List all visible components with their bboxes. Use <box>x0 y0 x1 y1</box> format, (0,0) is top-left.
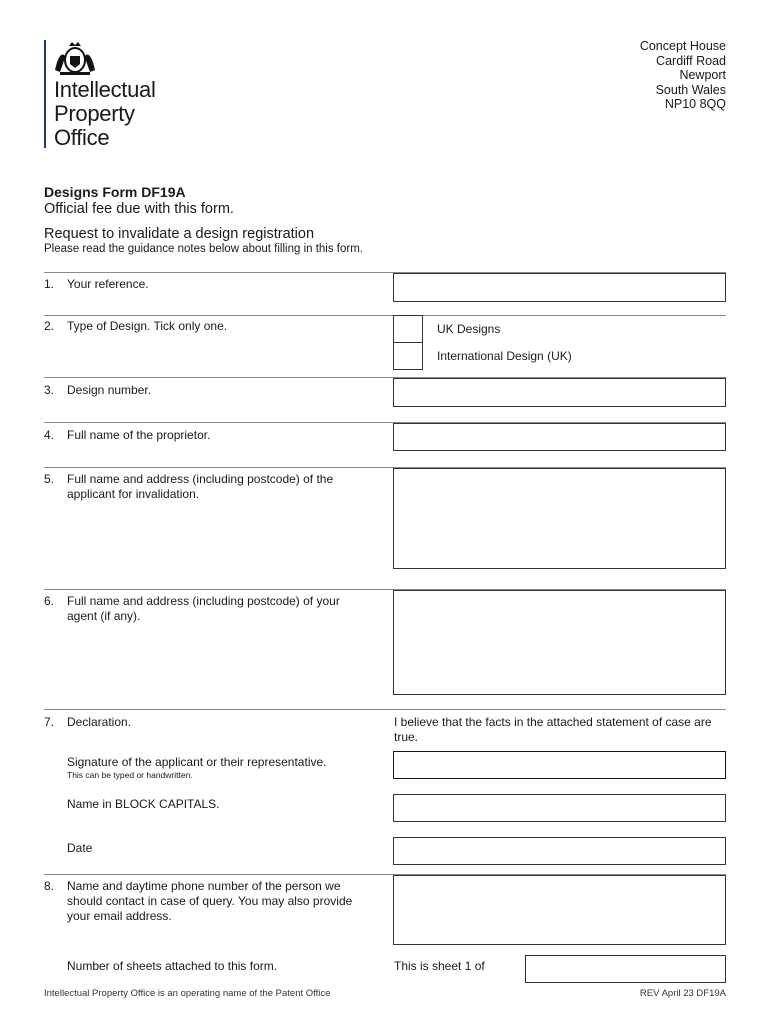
total-sheets-input[interactable] <box>525 955 726 983</box>
office-address <box>640 39 726 112</box>
question-number: 6. <box>44 594 55 608</box>
question-label: Design number. <box>67 383 152 397</box>
guidance-note: Please read the guidance notes below about filling in this form. <box>44 243 364 255</box>
signature-note: This can be typed or handwritten. <box>67 770 193 780</box>
address-line: Concept House <box>639 39 726 53</box>
signature-label <box>67 755 367 781</box>
question-label: Name and daytime phone number of the person we should contact in case of query. You may also provide your email address. <box>67 879 353 923</box>
agent-address-textarea[interactable] <box>393 590 726 695</box>
question-number: 7. <box>44 715 55 729</box>
logo-line: Office <box>54 125 110 150</box>
international-design-label: International Design (UK) <box>437 349 572 363</box>
logo-bar <box>44 40 46 148</box>
section-divider <box>44 315 726 316</box>
logo-line: Property <box>54 101 135 126</box>
address-line: South Wales <box>655 82 726 97</box>
section-divider <box>44 709 726 710</box>
question-label: Full name of the proprietor. <box>67 428 211 442</box>
sheet-of-label: This is sheet 1 of <box>394 959 485 973</box>
applicant-address-textarea[interactable] <box>393 468 726 569</box>
question-number: 5. <box>44 472 55 486</box>
question-number: 2. <box>44 319 55 333</box>
footer-revision: REV April 23 DF19A <box>639 988 726 999</box>
form-title: Designs Form DF19A <box>44 184 186 200</box>
declaration-statement: I believe that the facts in the attached statement of case are true. <box>394 715 712 744</box>
uk-designs-checkbox[interactable] <box>393 315 423 343</box>
logo-wordmark <box>54 78 156 150</box>
name-label: Name in BLOCK CAPITALS. <box>67 797 220 811</box>
address-line: Newport <box>679 68 726 82</box>
proprietor-name-input[interactable] <box>393 423 726 451</box>
block-capitals-name-input[interactable] <box>393 794 726 822</box>
question-number: 8. <box>44 879 55 893</box>
question-number: 1. <box>44 277 55 291</box>
signature-label-text: Signature of the applicant or their representative. <box>67 755 327 769</box>
signature-input[interactable] <box>393 751 726 779</box>
your-reference-input[interactable] <box>393 273 726 302</box>
question-number: 3. <box>44 383 55 397</box>
contact-details-textarea[interactable] <box>393 875 726 945</box>
uk-designs-label: UK Designs <box>437 322 501 336</box>
question-label: Your reference. <box>67 277 149 291</box>
question-label: Full name and address (including postcode) of your agent (if any). <box>67 594 340 623</box>
logo-line: Intellectual <box>54 77 156 102</box>
international-design-checkbox[interactable] <box>393 342 423 370</box>
address-line: NP10 8QQ <box>664 97 726 111</box>
question-label: Type of Design. Tick only one. <box>67 319 228 333</box>
request-title: Request to invalidate a design registration <box>44 226 315 242</box>
question-number: 4. <box>44 428 55 442</box>
date-label: Date <box>67 841 93 855</box>
royal-crest-icon <box>52 40 98 76</box>
question-label: Full name and address (including postcode) of the applicant for invalidation. <box>67 472 334 501</box>
fee-note: Official fee due with this form. <box>44 201 234 217</box>
sheets-attached-label: Number of sheets attached to this form. <box>67 959 278 973</box>
question-label: Declaration. <box>67 715 132 729</box>
date-input[interactable] <box>393 837 726 865</box>
address-line: Cardiff Road <box>656 53 726 68</box>
design-number-input[interactable] <box>393 378 726 407</box>
footer-operating-name: Intellectual Property Office is an operating name of the Patent Office <box>44 988 331 999</box>
